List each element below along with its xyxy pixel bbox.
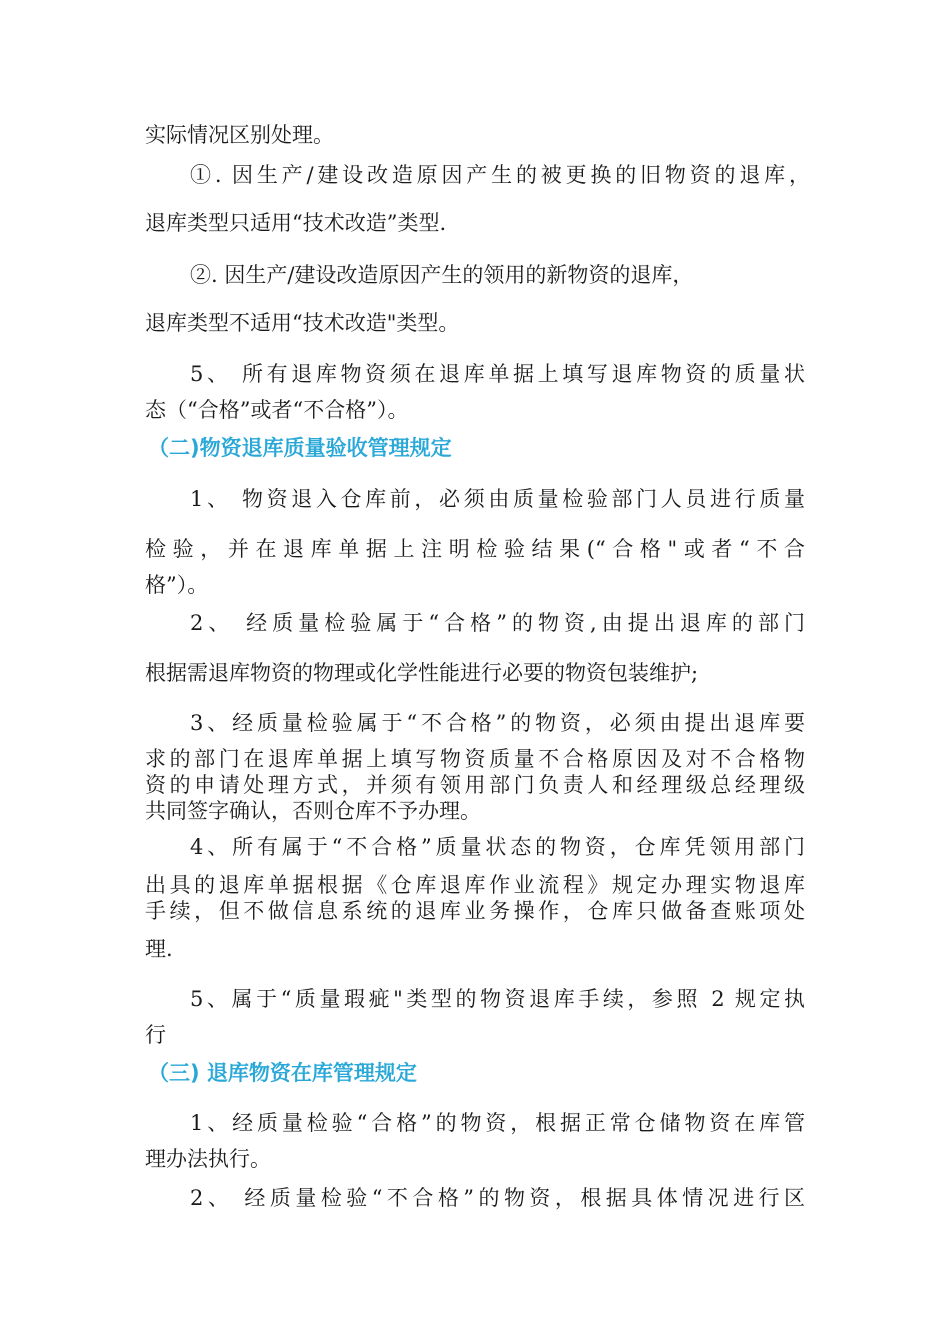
body-line: 4、所有属于“不合格”质量状态的物资，仓库凭领用部门 — [190, 835, 805, 859]
list-item-1: ①. 因生产/建设改造原因产生的被更换的旧物资的退库， — [190, 163, 810, 187]
body-line: 共同签字确认，否则仓库不予办理。 — [145, 799, 481, 823]
list-item-5: 5、 所有退库物资须在退库单据上填写退库物资的质量状 — [190, 362, 805, 386]
body-line: 出具的退库单据根据《仓库退库作业流程》规定办理实物退库 — [145, 873, 805, 897]
body-line: 2、 经质量检验属于“合格”的物资,由提出退库的部门 — [190, 611, 805, 635]
body-line: 1、 物资退入仓库前，必须由质量检验部门人员进行质量 — [190, 487, 805, 511]
body-line: 手续，但不做信息系统的退库业务操作，仓库只做备查账项处 — [145, 899, 805, 923]
body-line: 理. — [145, 937, 173, 961]
body-line: 实际情况区别处理。 — [145, 123, 334, 147]
body-line: 理办法执行。 — [145, 1147, 271, 1171]
body-line: 态（“合格”或者“不合格”）。 — [145, 398, 409, 422]
body-line: 2、 经质量检验“不合格”的物资，根据具体情况进行区 — [190, 1186, 805, 1210]
body-line: 5、属于“质量瑕疵"类型的物资退库手续，参照 2 规定执 — [190, 987, 805, 1011]
body-line: 1、经质量检验“合格”的物资，根据正常仓储物资在库管 — [190, 1111, 805, 1135]
body-line: 求的部门在退库单据上填写物资质量不合格原因及对不合格物 — [145, 747, 805, 771]
body-line: 行 — [145, 1023, 166, 1047]
list-item-2: ②. 因生产/建设改造原因产生的领用的新物资的退库， — [190, 263, 694, 287]
body-line: 退库类型只适用“技术改造”类型. — [145, 211, 447, 235]
body-line: 检验，并在退库单据上注明检验结果(“合格"或者“不合 — [145, 537, 805, 561]
body-line: 退库类型不适用“技术改造"类型。 — [145, 311, 460, 335]
body-line: 资的申请处理方式，并须有领用部门负责人和经理级总经理级 — [145, 773, 805, 797]
body-line: 3、经质量检验属于“不合格”的物资，必须由提出退库要 — [190, 711, 805, 735]
body-line: 根据需退库物资的物理或化学性能进行必要的物资包装维护; — [145, 661, 699, 685]
section-heading-2: （二)物资退库质量验收管理规定 — [148, 436, 452, 460]
section-heading-3: （三) 退库物资在库管理规定 — [148, 1061, 417, 1085]
body-line: 格”）。 — [145, 573, 209, 597]
